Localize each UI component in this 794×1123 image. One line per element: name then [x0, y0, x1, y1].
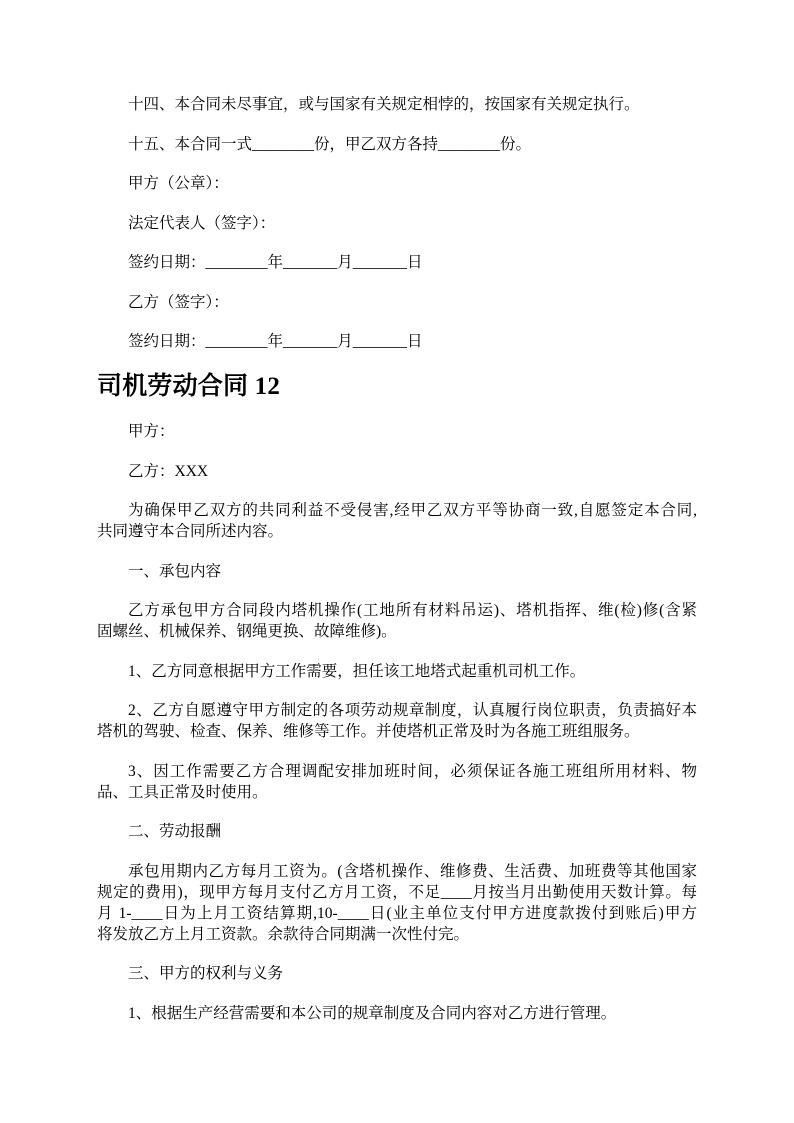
preamble-line: 为确保甲乙双方的共同利益不受侵害,经甲乙双方平等协商一致,自愿签定本合同,	[128, 502, 697, 519]
pay-paragraph	[97, 861, 697, 945]
section-1-heading: 一、承包内容	[128, 562, 222, 580]
scope-line: 乙方承包甲方合同段内塔机操作(工地所有材料吊运)、塔机指挥、维(检)修(含紧	[128, 602, 697, 619]
item-2-line: 塔机的驾驶、检查、保养、维修等工作。并使塔机正常及时为各施工班组服务。	[97, 723, 640, 740]
scope-paragraph	[97, 600, 697, 642]
party-b-signature-label: 乙方（签字）：	[128, 293, 229, 311]
party-b-line: 乙方：XXX	[128, 462, 209, 480]
item-3-line: 品、工具正常及时使用。	[97, 783, 268, 801]
preamble-line: 共同遵守本合同所述内容。	[97, 523, 284, 540]
party-a-signing-date: 签约日期：________年_______月_______日	[128, 254, 423, 271]
section-2-heading: 二、劳动报酬	[128, 823, 222, 840]
scope-line: 固螺丝、机械保养、钢绳更换、故障维修)。	[97, 623, 397, 640]
clause-14: 十四、本合同未尽事宜，或与国家有关规定相悖的，按国家有关规定执行。	[128, 96, 640, 113]
party-a-line: 甲方：	[128, 423, 175, 440]
section-3-heading: 三、甲方的权利与义务	[128, 965, 284, 982]
pay-line: 月 1-____日为上月工资结算期,10-____日(业主单位支付甲方进度款拨付到账后)甲方	[97, 904, 697, 922]
party-b-signing-date: 签约日期：________年_______月_______日	[128, 333, 423, 350]
legal-representative-signature-label: 法定代表人（签字）：	[128, 214, 276, 232]
party-a-seal-label: 甲方（公章）：	[128, 175, 229, 192]
clause-15: 十五、本合同一式________份，甲乙双方各持________份。	[128, 135, 532, 153]
pay-line: 将发放乙方上月工资款。余款待合同期满一次性付完。	[97, 925, 470, 943]
section-1-item-2	[97, 700, 697, 742]
item-2-line: 2、乙方自愿遵守甲方制定的各项劳动规章制度，认真履行岗位职责，负责搞好本	[128, 702, 697, 719]
item-3-line: 3、因工作需要乙方合理调配安排加班时间，必须保证各施工班组所用材料、物	[128, 762, 697, 780]
section-1-item-3	[97, 761, 697, 803]
pay-line: 承包用期内乙方每月工资为。(含塔机操作、维修费、生活费、加班费等其他国家	[128, 862, 697, 880]
preamble-paragraph	[97, 500, 697, 542]
section-1-item-1: 1、乙方同意根据甲方工作需要，担任该工地塔式起重机司机工作。	[128, 662, 586, 680]
contract-title: 司机劳动合同 12	[97, 372, 281, 400]
pay-line: 规定的费用)，现甲方每月支付乙方月工资，不足____月按当月出勤使用天数计算。每	[97, 883, 697, 901]
section-3-item-1: 1、根据生产经营需要和本公司的规章制度及合同内容对乙方进行管理。	[128, 1004, 617, 1022]
